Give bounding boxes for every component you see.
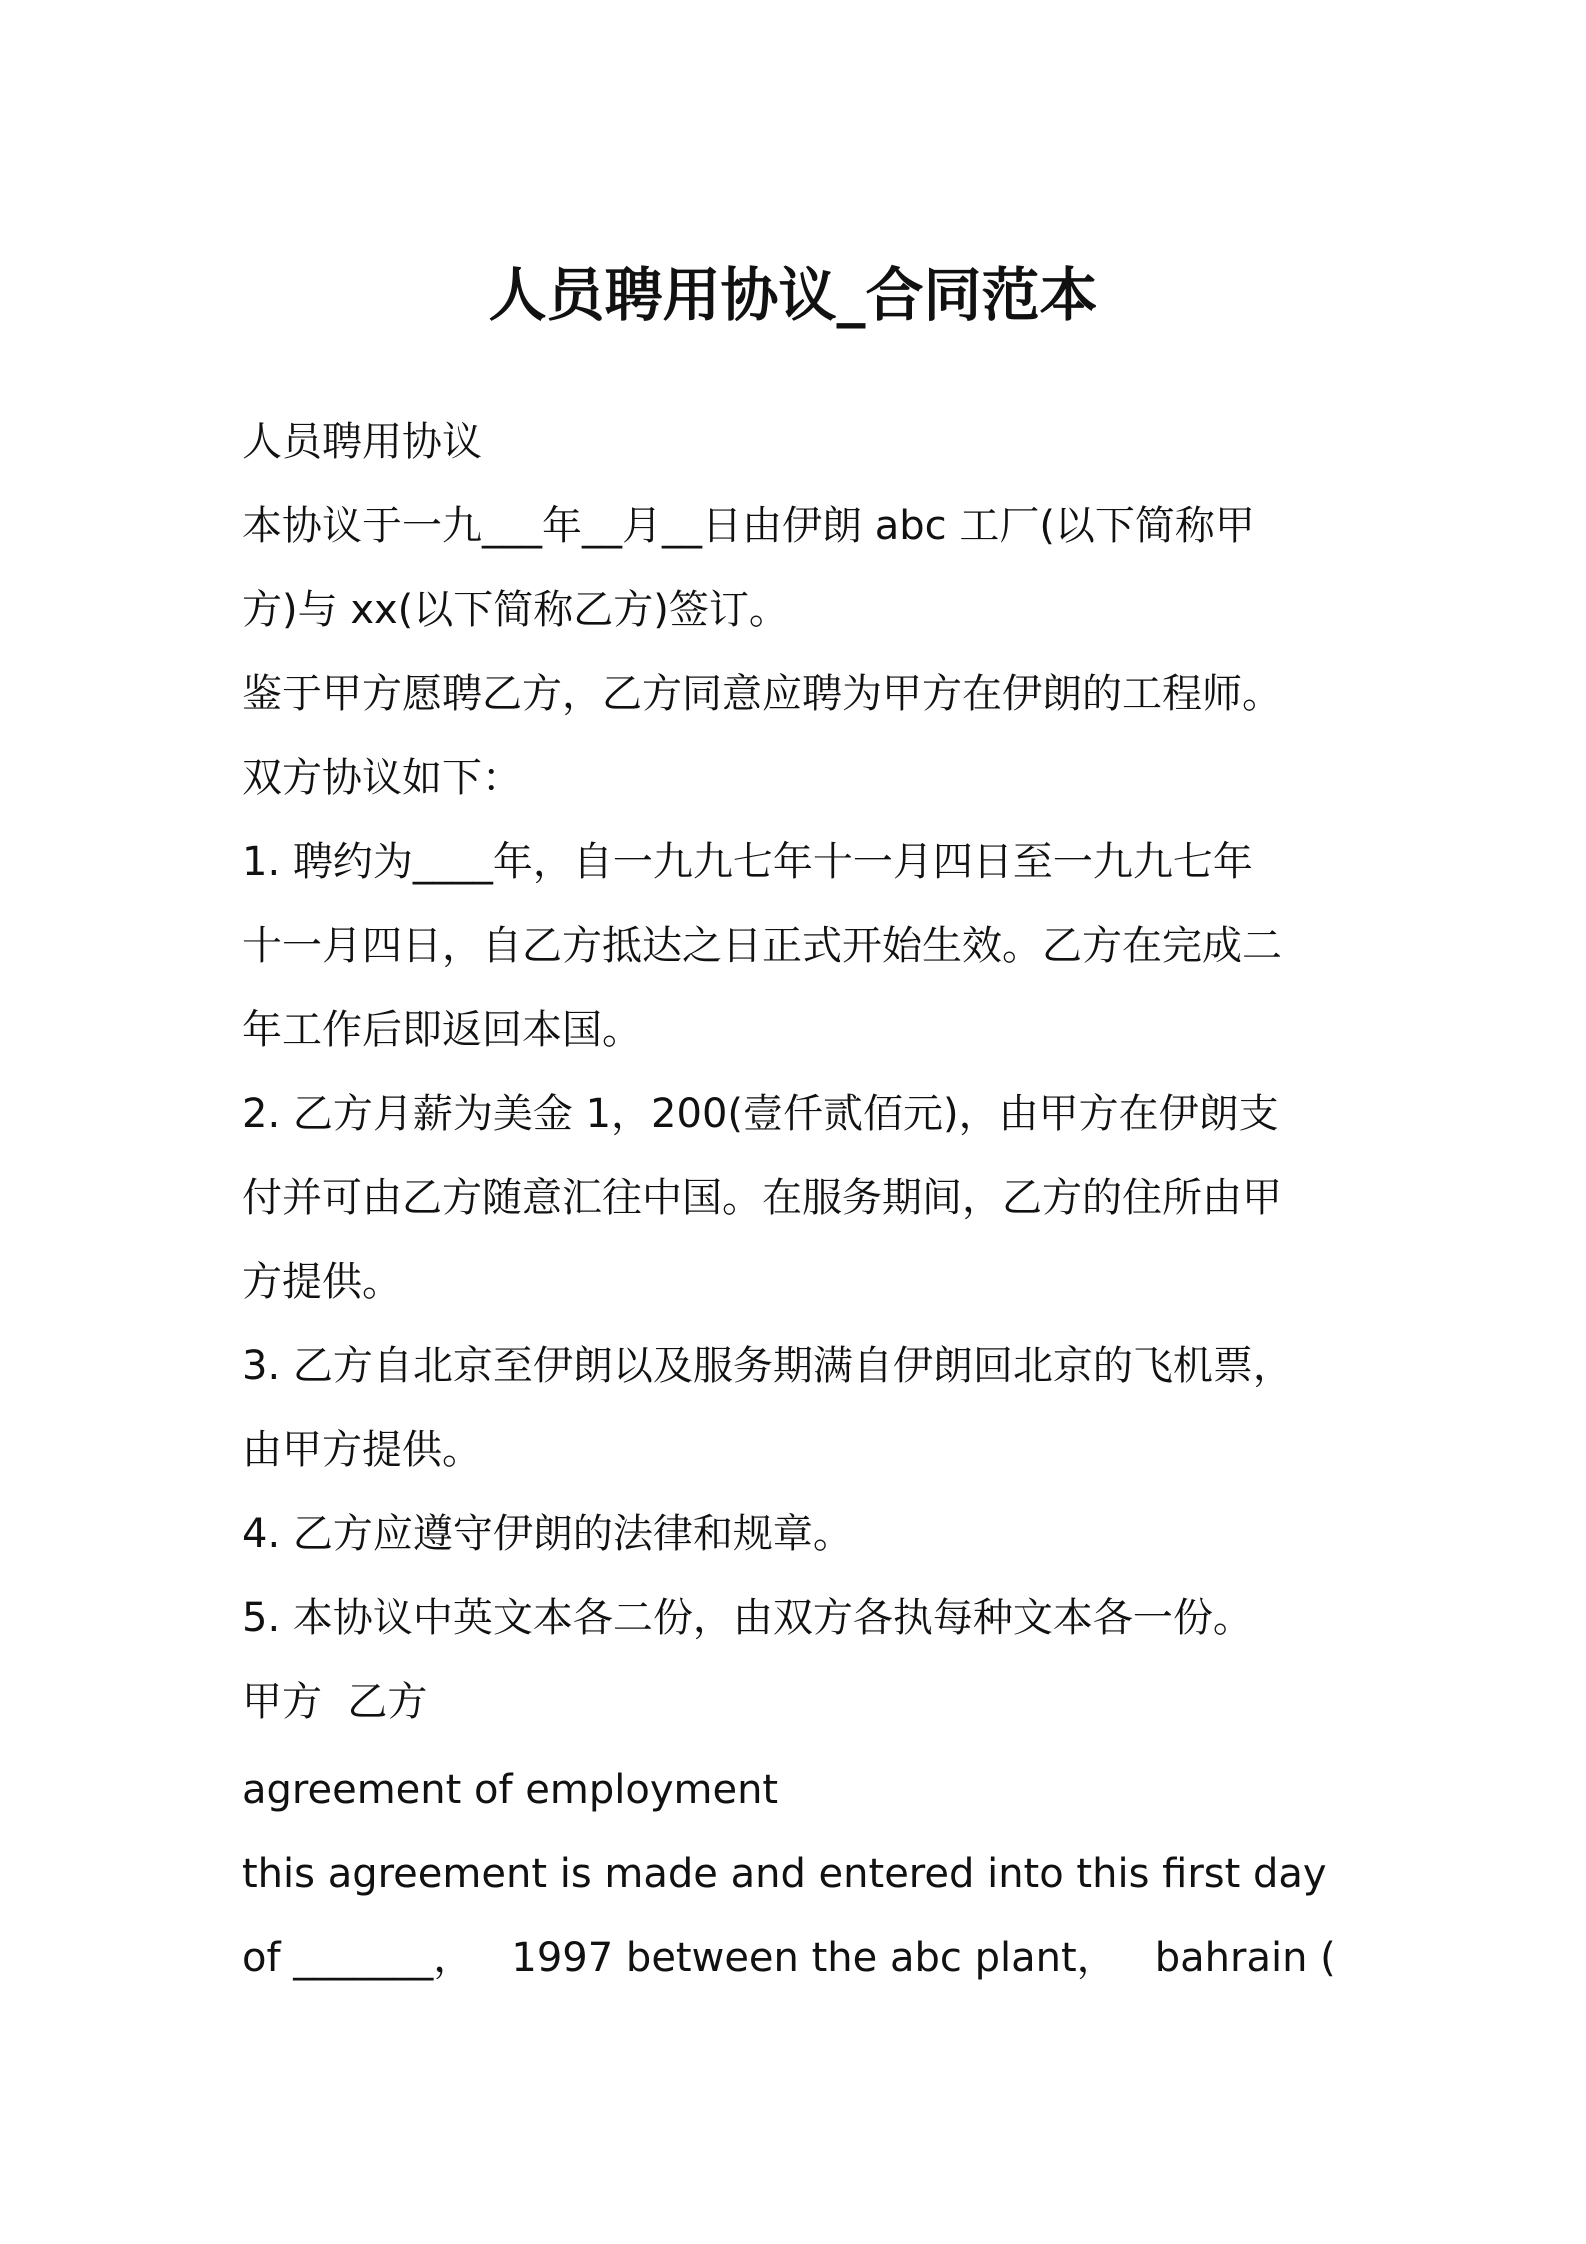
clause-line: 由甲方提供。 (242, 1427, 482, 1473)
paragraph-line: 本协议于一九___年__月__日由伊朗 abc 工厂(以下简称甲 (242, 503, 1255, 549)
document-body (242, 400, 1352, 2000)
signature-parties: 甲方 乙方 (242, 1679, 428, 1725)
clause-line: 5. 本协议中英文本各二份，由双方各执每种文本各一份。 (242, 1595, 1253, 1641)
english-heading: agreement of employment (242, 1767, 779, 1813)
paragraph-line: 人员聘用协议 (242, 419, 482, 465)
clause-line: 3. 乙方自北京至伊朗以及服务期满自伊朗回北京的飞机票， (242, 1343, 1293, 1389)
clause-line: 2. 乙方月薪为美金 1，200(壹仟贰佰元)，由甲方在伊朗支 (242, 1091, 1279, 1137)
english-paragraph-line: this agreement is made and entered into this first day (242, 1851, 1327, 1897)
paragraph-line: 方)与 xx(以下简称乙方)签订。 (242, 587, 789, 633)
clause-line: 1. 聘约为____年，自一九九七年十一月四日至一九九七年 (242, 839, 1253, 885)
clause-line: 年工作后即返回本国。 (242, 1007, 642, 1053)
clause-line: 方提供。 (242, 1259, 402, 1305)
paragraph-line: 双方协议如下： (242, 755, 522, 801)
clause-line: 4. 乙方应遵守伊朗的法律和规章。 (242, 1511, 853, 1557)
english-paragraph-line: of _______， 1997 between the abc plant， bahrain ( (242, 1935, 1336, 1981)
clause-line: 付并可由乙方随意汇往中国。在服务期间，乙方的住所由甲 (242, 1175, 1282, 1221)
clause-line: 十一月四日，自乙方抵达之日正式开始生效。乙方在完成二 (242, 923, 1282, 969)
page-title: 人员聘用协议_合同范本 (488, 261, 1098, 329)
paragraph-line: 鉴于甲方愿聘乙方，乙方同意应聘为甲方在伊朗的工程师。 (242, 671, 1282, 717)
